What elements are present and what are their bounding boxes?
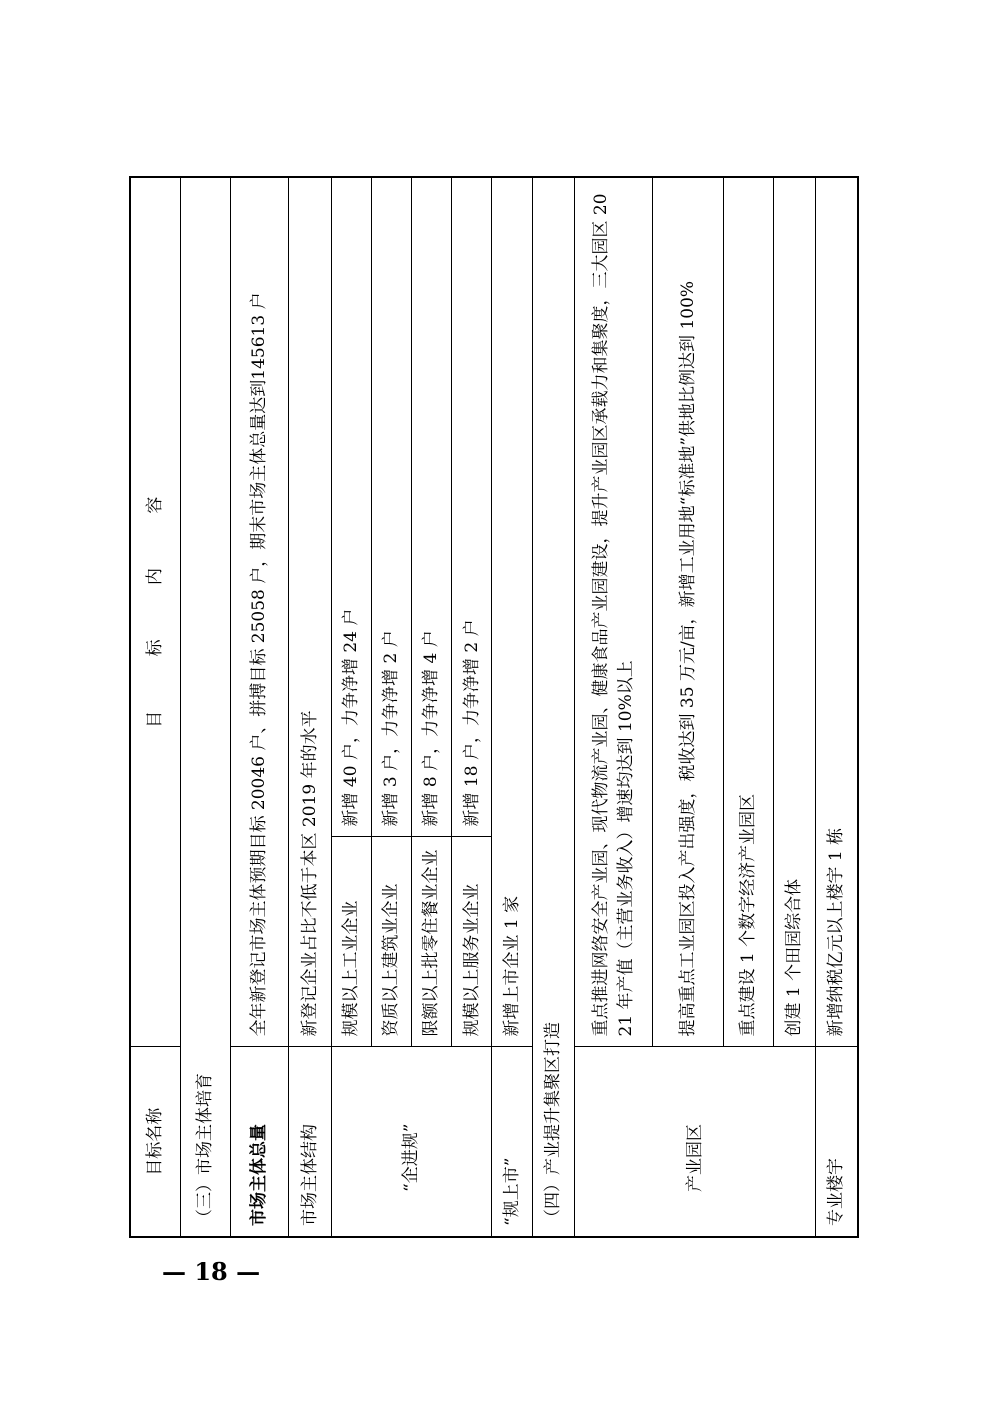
table-header-row: [130, 177, 180, 1237]
enterprise-type: 资质以上建筑业企业: [371, 837, 411, 1047]
rotated-table-container: [129, 178, 859, 1238]
row-content: 新增纳税亿元以上楼宇 1 栋: [816, 177, 858, 1047]
row-name: 产业园区: [574, 1047, 815, 1237]
enterprise-target: 新增 40 户，力争净增 24 户: [331, 177, 371, 837]
row-content: 提高重点工业园区投入产出强度，税收达到 35 万元/亩，新增工业用地“标准地”供地比例达到 100%: [653, 177, 723, 1047]
row-content: 创建 1 个田园综合体: [773, 177, 815, 1047]
row-name: “规上市”: [492, 1047, 532, 1237]
table-row: [492, 177, 532, 1237]
enterprise-target: 新增 18 户，力争净增 2 户: [452, 177, 492, 837]
section-row: [532, 177, 574, 1237]
section-row: [180, 177, 230, 1237]
table-row: [574, 177, 652, 1237]
enterprise-target: 新增 3 户，力争净增 2 户: [371, 177, 411, 837]
table-row: [331, 177, 371, 1237]
header-target-content: [130, 177, 180, 1047]
page-number: — 18 —: [162, 1257, 261, 1286]
goals-table: [129, 176, 859, 1238]
row-content: 重点建设 1 个数字经济产业园区: [723, 177, 773, 1047]
row-content: 重点推进网络安全产业园、现代物流产业园、健康食品产业园建设，提升产业园区承载力和集聚度，三大园区 2021 年产值（主营业务收入）增速均达到 10%以上: [574, 177, 652, 1047]
section-title: （三）市场主体培育: [180, 177, 230, 1237]
enterprise-type: 规模以上服务业企业: [452, 837, 492, 1047]
enterprise-type: 限额以上批零住餐业企业: [412, 837, 452, 1047]
row-content: 全年新登记市场主体预期目标 20046 户、拼搏目标 25058 户，期末市场主体总量达到145613 户: [231, 177, 289, 1047]
row-content: 新增上市企业 1 家: [492, 177, 532, 1047]
row-name: 专业楼宇: [816, 1047, 858, 1237]
row-content: 新登记企业占比不低于本区 2019 年的水平: [289, 177, 331, 1047]
section-title: （四）产业提升集聚区打造: [532, 177, 574, 1237]
table-row: [231, 177, 289, 1237]
header-target-content-text: 目标内容: [145, 442, 166, 728]
row-name: “企进规”: [331, 1047, 492, 1237]
row-name: 市场主体结构: [289, 1047, 331, 1237]
table-row: [289, 177, 331, 1237]
row-name: 市场主体总量: [231, 1047, 289, 1237]
enterprise-type: 规模以上工业企业: [331, 837, 371, 1047]
enterprise-target: 新增 8 户，力争净增 4 户: [412, 177, 452, 837]
table-row: [816, 177, 858, 1237]
header-target-name: 目标名称: [130, 1047, 180, 1237]
